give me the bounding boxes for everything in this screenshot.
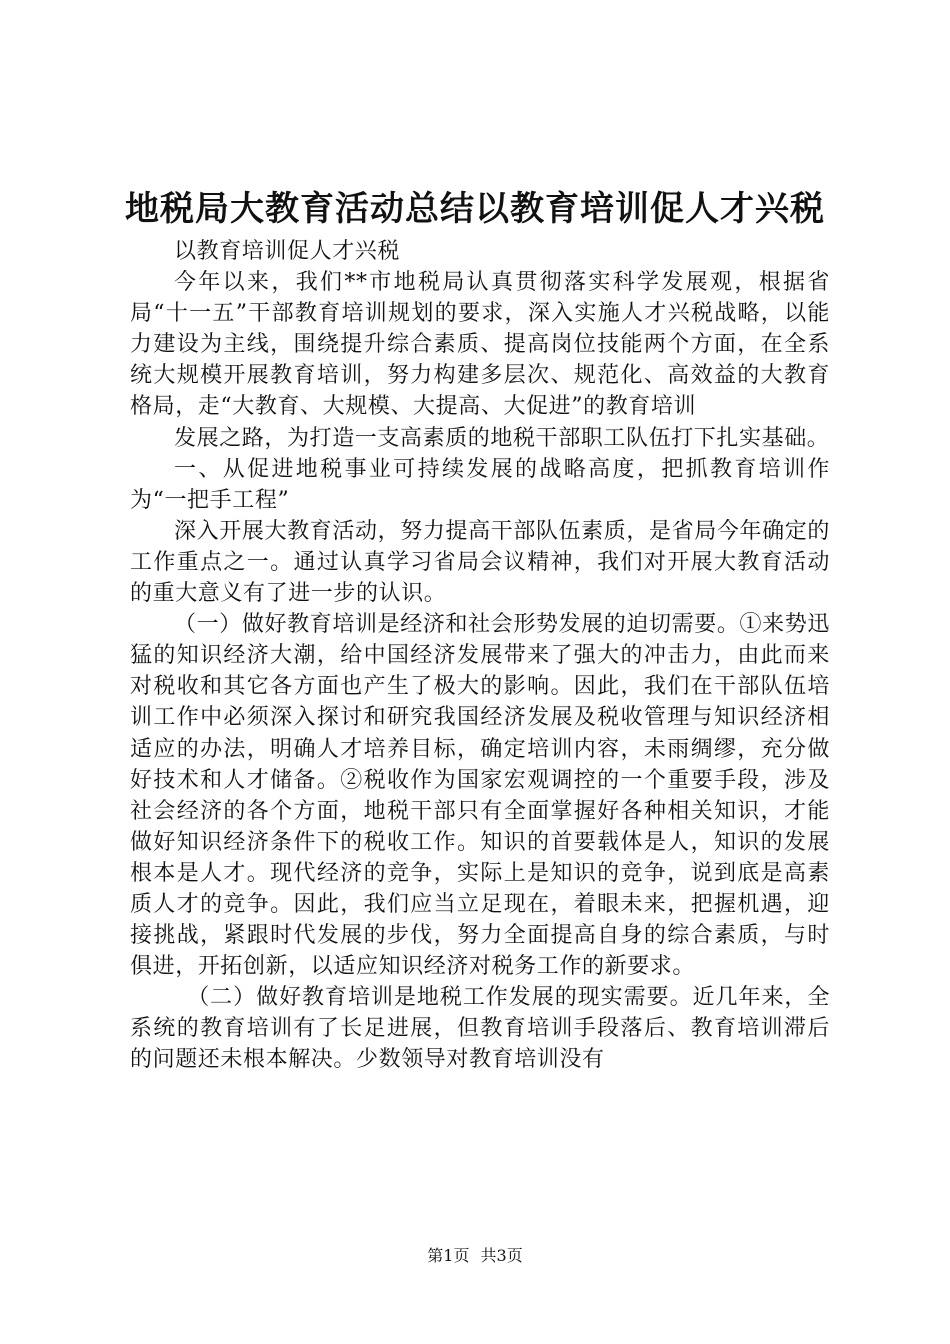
page-footer: [0, 1245, 950, 1267]
section-heading: 一、从促进地税事业可持续发展的战略高度，把抓教育培训作为“一把手工程”: [130, 456, 830, 513]
page-total: 共3页: [480, 1246, 523, 1265]
subtitle-paragraph: 以教育培训促人才兴税: [174, 239, 401, 264]
document-body: [130, 236, 830, 1076]
page-number: 第1页: [427, 1246, 470, 1265]
document-title: 地税局大教育活动总结以教育培训促人才兴税: [125, 189, 825, 229]
body-paragraph: 发展之路，为打造一支高素质的地税干部职工队伍打下扎实基础。: [174, 425, 830, 451]
body-paragraph: （一）做好教育培训是经济和社会形势发展的迫切需要。①来势迅猛的知识经济大潮，给中国经济发展带来了强大的冲击力，由此而来对税收和其它各方面也产生了极大的影响。因此，我们在干部队伍培训工作中必须深入探讨和研究我国经济发展及税收管理与知识经济相适应的办法，明确人才培养目标，确定培训内容，未雨绸缪，充分做好技术和人才储备。②税收作为国家宏观调控的一个重要手段，涉及社会经济的各个方面，地税干部只有全面掌握好各种相关知识，才能做好知识经济条件下的税收工作。知识的首要载体是人，知识的发展根本是人才。现代经济的竞争，实际上是知识的竞争，说到底是高素质人才的竞争。因此，我们应当立足现在，着眼未来，把握机遇，迎接挑战，紧跟时代发展的步伐，努力全面提高自身的综合素质，与时俱进，开拓创新，以适应知识经济对税务工作的新要求。: [130, 612, 830, 980]
body-paragraph: 深入开展大教育活动，努力提高干部队伍素质，是省局今年确定的工作重点之一。通过认真学习省局会议精神，我们对开展大教育活动的重大意义有了进一步的认识。: [130, 518, 830, 607]
body-paragraph: （二）做好教育培训是地税工作发展的现实需要。近几年来，全系统的教育培训有了长足进展，但教育培训手段落后、教育培训滞后的问题还未根本解决。少数领导对教育培训没有: [130, 985, 830, 1073]
body-paragraph: 今年以来，我们**市地税局认真贯彻落实科学发展观，根据省局“十一五”干部教育培训规划的要求，深入实施人才兴税战略，以能力建设为主线，围绕提升综合素质、提高岗位技能两个方面，在全系统大规模开展教育培训，努力构建多层次、规范化、高效益的大教育格局，走“大教育、大规模、大提高、大促进”的教育培训: [130, 270, 830, 420]
